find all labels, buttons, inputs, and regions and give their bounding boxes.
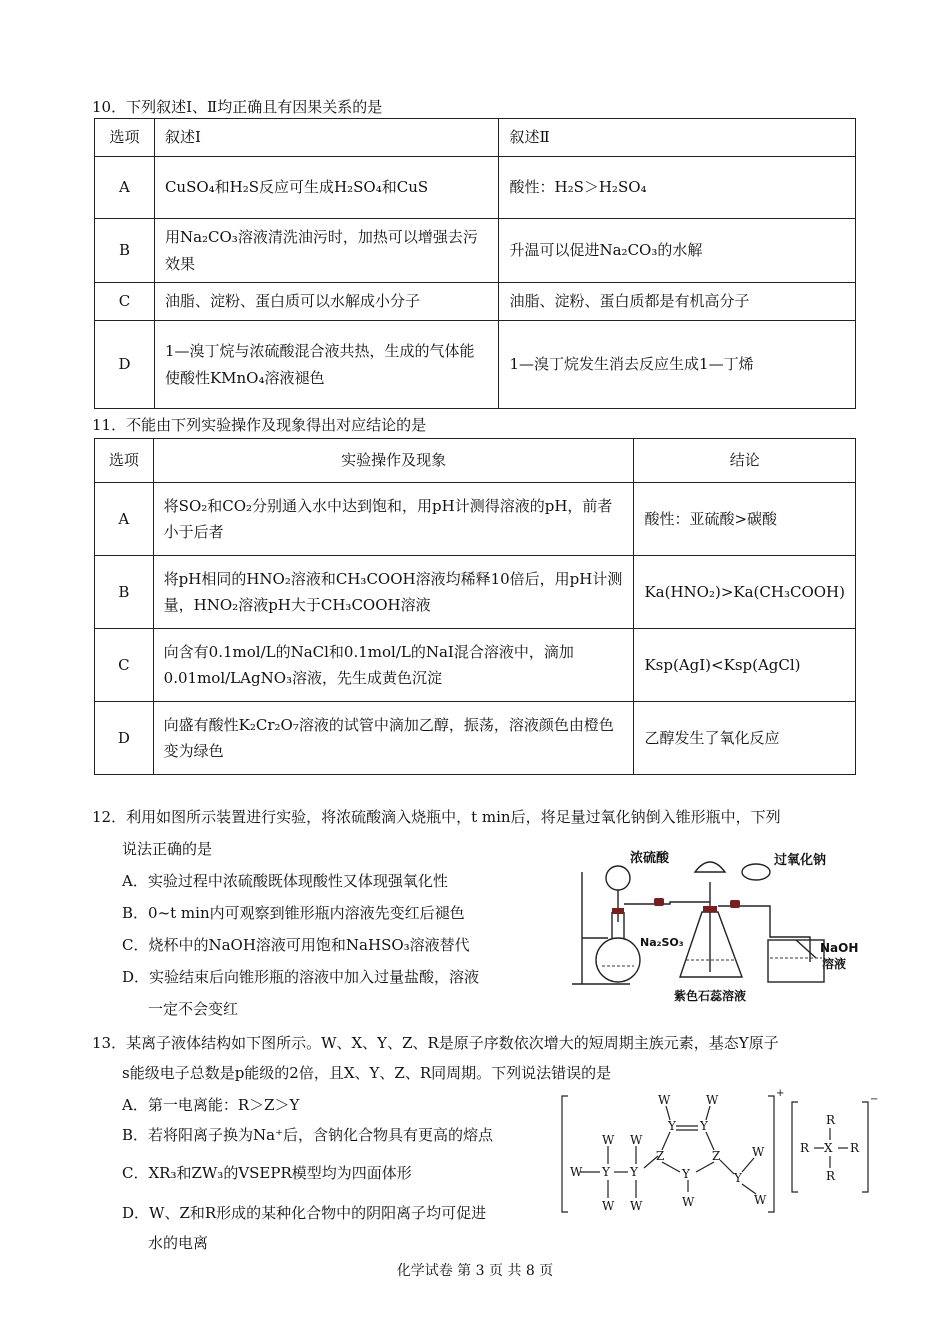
svg-text:W: W (630, 1199, 643, 1213)
q11-table (94, 438, 856, 775)
svg-text:Z: Z (656, 1149, 665, 1163)
row-option: C (95, 629, 154, 702)
table-row (95, 556, 856, 629)
stopper (612, 908, 624, 914)
table-row (95, 283, 856, 321)
q12-title-line1: 12．利用如图所示装置进行实验，将浓硫酸滴入烧瓶中，t min后，将足量过氧化钠倒入锥形瓶中，下列 (92, 808, 781, 826)
peroxide-container (742, 864, 770, 880)
svg-text:+: + (776, 1088, 785, 1099)
page-footer: 化学试卷 第 3 页 共 8 页 (396, 1263, 554, 1279)
table-row (95, 321, 856, 409)
svg-text:R: R (826, 1169, 836, 1183)
q11-title: 11．不能由下列实验操作及现象得出对应结论的是 (92, 416, 427, 434)
q13-title-line1: 13．某离子液体结构如下图所示。W、X、Y、Z、R是原子序数依次增大的短周期主族元素，基态Y原子 (92, 1034, 779, 1052)
svg-text:Y: Y (734, 1171, 742, 1185)
row-conclusion: Ka(HNO₂)>Ka(CH₃COOH) (634, 556, 856, 629)
table-row (95, 157, 856, 219)
svg-text:Y: Y (630, 1165, 638, 1179)
svg-text:Y: Y (682, 1167, 690, 1181)
tube-joint (730, 900, 740, 908)
ionic-liquid-structure (558, 1088, 888, 1218)
q10-table (94, 118, 856, 409)
header-statement-2: 叙述Ⅱ (499, 119, 856, 157)
svg-text:W: W (706, 1093, 719, 1107)
row-operation: 向盛有酸性K₂Cr₂O₇溶液的试管中滴加乙醇，振荡，溶液颜色由橙色变为绿色 (153, 702, 634, 775)
svg-text:W: W (630, 1133, 643, 1147)
svg-text:Y: Y (700, 1119, 708, 1133)
svg-text:W: W (570, 1165, 583, 1179)
label-na2so3: Na₂SO₃ (640, 936, 684, 949)
svg-text:W: W (602, 1133, 615, 1147)
q13-title-line2: s能级电子总数是p能级的2倍，且X、Y、Z、R同周期。下列说法错误的是 (122, 1064, 612, 1082)
q13-option-b: B．若将阳离子换为Na⁺后，含钠化合物具有更高的熔点 (122, 1126, 494, 1144)
row-statement-2: 1—溴丁烷发生消去反应生成1—丁烯 (499, 321, 856, 409)
row-operation: 向含有0.1mol/L的NaCl和0.1mol/L的NaI混合溶液中，滴加0.01mol/LAgNO₃溶液，先生成黄色沉淀 (153, 629, 634, 702)
svg-text:X: X (824, 1141, 833, 1155)
svg-text:R: R (850, 1141, 860, 1155)
q13-option-c: C．XR₃和ZW₃的VSEPR模型均为四面体形 (122, 1164, 412, 1182)
apparatus-figure (570, 842, 870, 1012)
svg-text:Y: Y (668, 1119, 676, 1133)
svg-text:W: W (658, 1093, 671, 1107)
q12-option-c: C．烧杯中的NaOH溶液可用饱和NaHSO₃溶液替代 (122, 936, 470, 954)
conical-flask (680, 912, 742, 977)
header-operation: 实验操作及现象 (153, 439, 634, 483)
row-statement-1: 1—溴丁烷与浓硫酸混合液共热，生成的气体能使酸性KMnO₄溶液褪色 (154, 321, 499, 409)
row-statement-2: 油脂、淀粉、蛋白质都是有机高分子 (499, 283, 856, 321)
table-row (95, 702, 856, 775)
stopper (703, 906, 717, 912)
row-option: C (95, 283, 155, 321)
table-row (95, 629, 856, 702)
svg-text:Y: Y (602, 1165, 610, 1179)
anion-bracket-left (792, 1102, 798, 1192)
row-option: A (95, 483, 154, 556)
cation-bracket-right (768, 1096, 774, 1212)
q12-option-b: B．0~t min内可观察到锥形瓶内溶液先变红后褪色 (122, 904, 465, 922)
row-option: D (95, 321, 155, 409)
label-solution: 溶液 (822, 957, 847, 971)
q13-option-a: A．第一电离能：R＞Z＞Y (122, 1096, 300, 1114)
table-header-row (95, 439, 856, 483)
separatory-funnel (606, 866, 630, 890)
label-conc-acid: 浓硫酸 (630, 851, 670, 866)
row-conclusion: Ksp(AgI)<Ksp(AgCl) (634, 629, 856, 702)
cation-bracket-left (562, 1096, 568, 1212)
row-operation: 将pH相同的HNO₂溶液和CH₃COOH溶液均稀释10倍后，用pH计测量，HNO₂溶液pH大于CH₃COOH溶液 (153, 556, 634, 629)
row-option: B (95, 219, 155, 283)
svg-text:W: W (682, 1195, 695, 1209)
row-option: B (95, 556, 154, 629)
header-option: 选项 (95, 439, 154, 483)
row-statement-2: 酸性：H₂S＞H₂SO₄ (499, 157, 856, 219)
row-statement-2: 升温可以促进Na₂CO₃的水解 (499, 219, 856, 283)
svg-text:W: W (752, 1145, 765, 1159)
svg-text:W: W (754, 1193, 767, 1207)
row-statement-1: 用Na₂CO₃溶液清洗油污时，加热可以增强去污效果 (154, 219, 499, 283)
row-conclusion: 乙醇发生了氧化反应 (634, 702, 856, 775)
tube-2 (718, 906, 810, 962)
q10-title: 10．下列叙述Ⅰ、Ⅱ均正确且有因果关系的是 (92, 98, 383, 116)
row-option: D (95, 702, 154, 775)
q13-option-d-cont: 水的电离 (148, 1234, 209, 1252)
tube-joint (654, 898, 664, 906)
svg-text:R: R (800, 1141, 810, 1155)
table-row (95, 219, 856, 283)
row-operation: 将SO₂和CO₂分别通入水中达到饱和，用pH计测得溶液的pH，前者小于后者 (153, 483, 634, 556)
svg-text:−: − (870, 1094, 879, 1105)
row-conclusion: 酸性：亚硫酸>碳酸 (634, 483, 856, 556)
svg-text:R: R (826, 1113, 836, 1127)
funnel-top (695, 862, 725, 872)
label-peroxide: 过氧化钠 (774, 853, 827, 868)
svg-text:W: W (602, 1199, 615, 1213)
row-option: A (95, 157, 155, 219)
q12-title-line2: 说法正确的是 (122, 840, 213, 858)
svg-text:Z: Z (712, 1149, 721, 1163)
row-statement-1: CuSO₄和H₂S反应可生成H₂SO₄和CuS (154, 157, 499, 219)
label-naoh: NaOH (820, 941, 859, 955)
beaker (768, 940, 824, 982)
tube-1 (624, 902, 710, 904)
q12-option-a: A．实验过程中浓硫酸既体现酸性又体现强氧化性 (122, 872, 448, 890)
header-statement-1: 叙述Ⅰ (154, 119, 499, 157)
q12-option-d: D．实验结束后向锥形瓶的溶液中加入过量盐酸，溶液 (122, 968, 480, 986)
label-litmus: 紫色石蕊溶液 (674, 989, 747, 1003)
round-flask (596, 938, 640, 982)
q13-option-d: D．W、Z和R形成的某种化合物中的阴阳离子均可促进 (122, 1204, 487, 1222)
table-header-row (95, 119, 856, 157)
row-statement-1: 油脂、淀粉、蛋白质可以水解成小分子 (154, 283, 499, 321)
anion-bracket-right (862, 1102, 868, 1192)
header-conclusion: 结论 (634, 439, 856, 483)
header-option: 选项 (95, 119, 155, 157)
q12-option-d-cont: 一定不会变红 (148, 1000, 239, 1018)
table-row (95, 483, 856, 556)
